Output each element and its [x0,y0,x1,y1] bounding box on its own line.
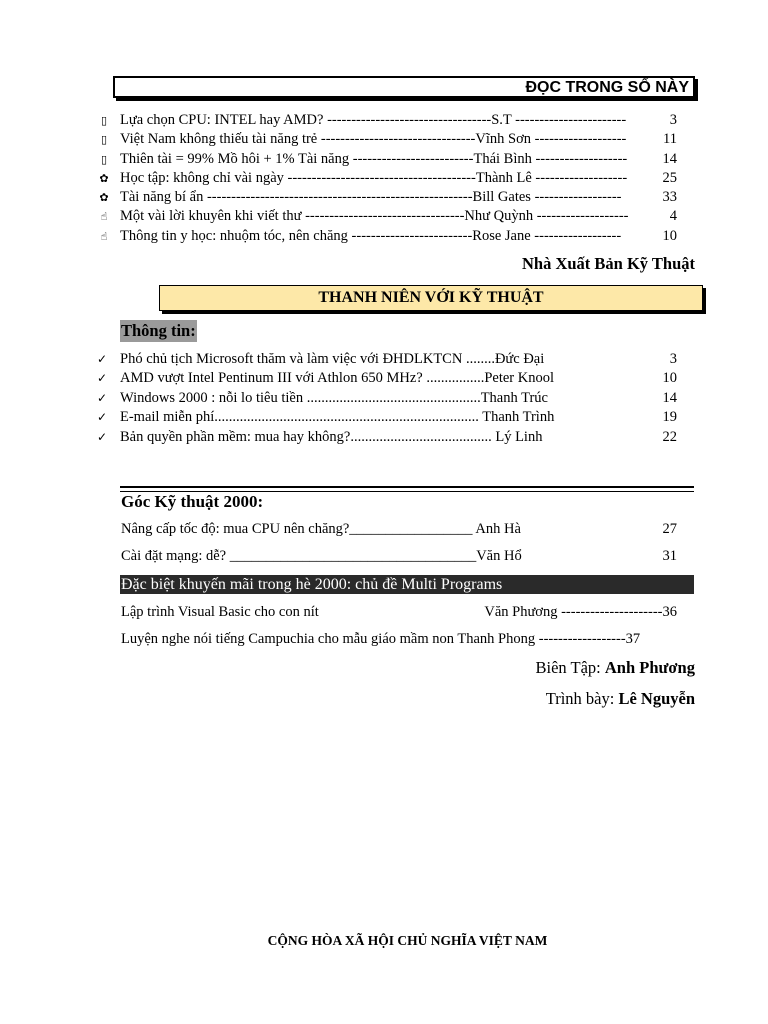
section-band [159,285,703,311]
pointing-hand-icon: ☝ [100,210,108,224]
bullet-icon: ▯ [100,114,108,127]
toc-item-page: 14 [662,150,677,167]
special-item [121,631,677,648]
toc-item [97,169,687,188]
toc-item [97,188,687,207]
special-item [121,604,677,621]
list-item-text: Phó chủ tịch Microsoft thăm và làm việc với ĐHDLKTCN ........Đức Đại [120,351,545,367]
toc-item-text: Việt Nam không thiếu tài năng trẻ --------------------------------Vĩnh Sơn ------------------- [120,131,627,148]
info-list [97,350,687,447]
list-item [97,350,687,369]
layout-credit [546,689,695,709]
list-item-text: E-mail miễn phí......................................................................... Thanh Trình [120,409,555,426]
checkmark-icon: ✓ [97,410,108,425]
toc-item [97,150,687,169]
section-item-page: 27 [662,521,677,537]
list-item-text: Windows 2000 : nỗi lo tiêu tiền ................................................Thanh Trúc [120,389,548,406]
section-item [121,521,677,538]
section-item [121,548,677,565]
list-item-page: 3 [669,351,677,367]
section-band-title: THANH NIÊN VỚI KỸ THUẬT [318,289,544,306]
toc-header-title: ĐỌC TRONG SỐ NÀY [525,79,689,96]
section-item-text: Nâng cấp tốc độ: mua CPU nên chăng?_________________ Anh Hà [121,521,521,537]
publisher-name: Nhà Xuất Bản Kỹ Thuật [521,254,695,273]
list-item-text: AMD vượt Intel Pentinum III với Athlon 650 MHz? ................Peter Knool [120,370,554,387]
toc-item-page: 33 [662,189,677,206]
footer-text: CỘNG HÒA XÃ HỘI CHỦ NGHĨA VIỆT NAM [267,933,548,948]
list-item-page: 10 [662,370,677,387]
toc-item [97,130,687,149]
editor-name: Anh Phương [604,658,695,677]
section-item-page: 31 [662,548,677,564]
toc-item-text: Học tập: không chỉ vài ngày ---------------------------------------Thành Lê ------------------- [120,169,628,186]
list-item [97,408,687,427]
special-item-title: Lập trình Visual Basic cho con nít [121,604,319,620]
special-band: Đặc biệt khuyến mãi trong hè 2000: chủ đề Multi Programs [120,575,694,594]
bullet-icon: ▯ [100,152,108,166]
list-item-text: Bản quyền phần mềm: mua hay không?....................................... Lý Linh [120,428,543,445]
toc-item-page: 25 [662,169,677,186]
toc-item-page: 10 [662,227,677,244]
list-item [97,428,687,447]
toc-item-page: 11 [663,131,677,148]
checkmark-icon: ✓ [97,429,108,444]
toc-item-text: Thông tin y học: nhuộm tóc, nên chăng -------------------------Rose Jane ------------------ [120,227,622,244]
toc-item-page: 3 [669,112,677,128]
list-item-page: 22 [662,428,677,445]
toc-item-text: Lựa chọn CPU: INTEL hay AMD? ----------------------------------S.T ----------------------- [120,112,627,128]
checkmark-icon: ✓ [97,371,108,386]
checkmark-icon: ✓ [97,352,108,366]
toc-item [97,227,687,246]
list-item-page: 19 [662,409,677,426]
layout-name: Lê Nguyễn [618,689,695,708]
special-item-title: Luyện nghe nói tiếng Campuchia cho mẫu giáo mầm non Thanh Phong ------------------37 [121,631,641,647]
bullet-icon: ▯ [100,133,108,147]
toc-item [97,111,687,130]
pointing-hand-icon: ☝ [100,229,108,243]
toc-item-page: 4 [669,208,677,225]
toc-header-box [113,76,695,98]
layout-label: Trình bày: [545,689,615,708]
editor-label: Biên Tập: [535,658,601,677]
list-item-page: 14 [662,389,677,406]
toc-item-text: Tài năng bí ẩn -------------------------------------------------------Bill Gates ------------------ [120,189,622,206]
checkmark-icon: ✓ [97,390,108,405]
section-title: Góc Kỹ thuật 2000: [121,492,264,511]
editor-credit [536,658,695,678]
toc-item-text: Một vài lời khuyên khi viết thư ---------------------------------Như Quỳnh ------------------- [120,208,629,225]
toc-item [97,207,687,226]
section-item-text: Cài đặt mạng: dễ? __________________________________Văn Hổ [121,548,522,564]
flower-icon: ✿ [99,191,109,205]
list-item [97,389,687,408]
flower-icon: ✿ [99,171,109,185]
info-heading: Thông tin: [121,321,196,340]
special-item-author-page: Văn Phương ---------------------36 [484,604,677,620]
toc-list [97,111,687,246]
list-item [97,369,687,388]
toc-item-text: Thiên tài = 99% Mồ hôi + 1% Tài năng -------------------------Thái Bình ------------------- [120,150,628,167]
